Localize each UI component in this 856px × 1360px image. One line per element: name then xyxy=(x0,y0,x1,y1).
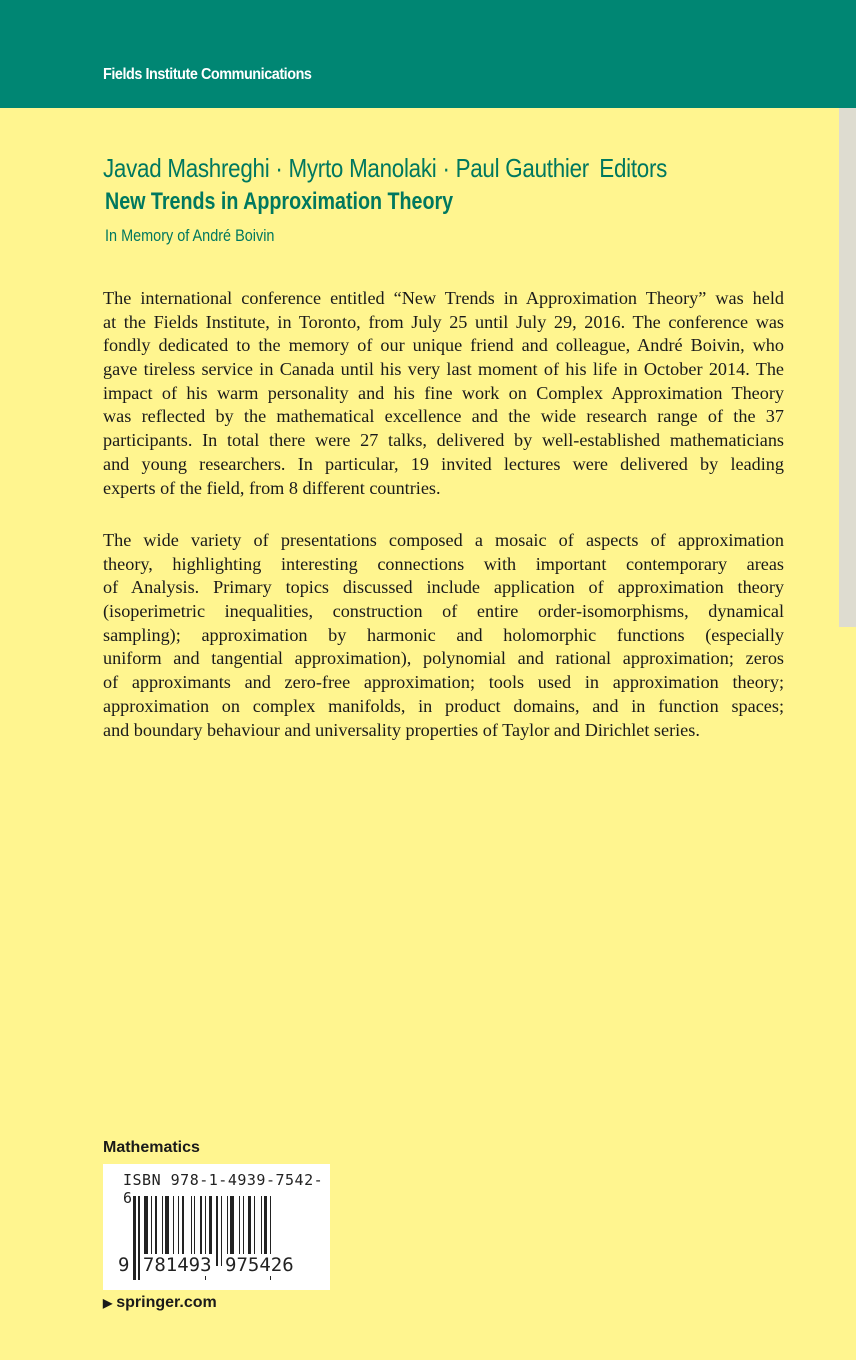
text-line: and young researchers. In particular, 19 invited lectures were delivered by leading xyxy=(103,453,784,474)
text-line: and boundary behaviour and universality properties of Taylor and Dirichlet series. xyxy=(103,719,700,740)
text-line: of approximants and zero-free approximation; tools used in approximation theory; xyxy=(103,672,784,693)
isbn-barcode xyxy=(103,1164,330,1290)
text-line: was reflected by the mathematical excellence and the wide research range of the 37 xyxy=(103,406,784,427)
subject-label: Mathematics xyxy=(103,1139,200,1156)
book-subtitle: In Memory of André Boivin xyxy=(105,226,275,245)
isbn-text: ISBN 978-1-4939-7542-6 xyxy=(123,1171,324,1207)
arrow-right-icon: ▶ xyxy=(103,1296,113,1310)
publisher-website: springer.com xyxy=(116,1294,217,1311)
barcode-digit-lead: 9 xyxy=(118,1254,130,1276)
text-line: participants. In total there were 27 talks, delivered by well-established mathematicians xyxy=(103,430,784,451)
text-line: of Analysis. Primary topics discussed include application of approximation theory xyxy=(103,577,784,598)
text-line: The wide variety of presentations composed a mosaic of aspects of approximation xyxy=(103,530,784,550)
book-title: New Trends in Approximation Theory xyxy=(105,188,454,215)
series-band xyxy=(0,0,856,108)
description-paragraph-2 xyxy=(103,529,784,742)
text-line: at the Fields Institute, in Toronto, from July 25 until July 29, 2016. The conference was xyxy=(103,311,784,332)
publisher-link[interactable] xyxy=(103,1294,217,1312)
text-line: approximation on complex manifolds, in product domains, and in function spaces; xyxy=(103,695,784,716)
text-line: (isoperimetric inequalities, construction of entire order-isomorphisms, dynamical xyxy=(103,601,784,622)
text-line: The international conference entitled “New Trends in Approximation Theory” was held xyxy=(103,288,784,308)
text-line: uniform and tangential approximation), polynomial and rational approximation; zeros xyxy=(103,648,784,669)
editor-names: Javad Mashreghi · Myrto Manolaki · Paul Gauthier xyxy=(103,153,589,183)
text-line: impact of his warm personality and his fine work on Complex Approximation Theory xyxy=(103,382,784,403)
barcode-digits-left: 781493 xyxy=(142,1254,212,1276)
spine-edge xyxy=(839,108,856,627)
text-line: theory, highlighting interesting connections with important contemporary areas xyxy=(103,553,784,574)
text-line: experts of the field, from 8 different countries. xyxy=(103,477,441,498)
description-paragraph-1 xyxy=(103,287,784,500)
barcode-digits-right: 975426 xyxy=(225,1254,294,1276)
series-name: Fields Institute Communications xyxy=(103,66,312,83)
editors xyxy=(103,153,667,184)
barcode-digits xyxy=(117,1254,295,1276)
editors-label: Editors xyxy=(599,153,668,183)
text-line: sampling); approximation by harmonic and holomorphic functions (especially xyxy=(103,624,784,645)
text-line: fondly dedicated to the memory of our unique friend and colleague, André Boivin, who xyxy=(103,335,784,356)
text-line: gave tireless service in Canada until his very last moment of his life in October 2014. The xyxy=(103,359,784,380)
